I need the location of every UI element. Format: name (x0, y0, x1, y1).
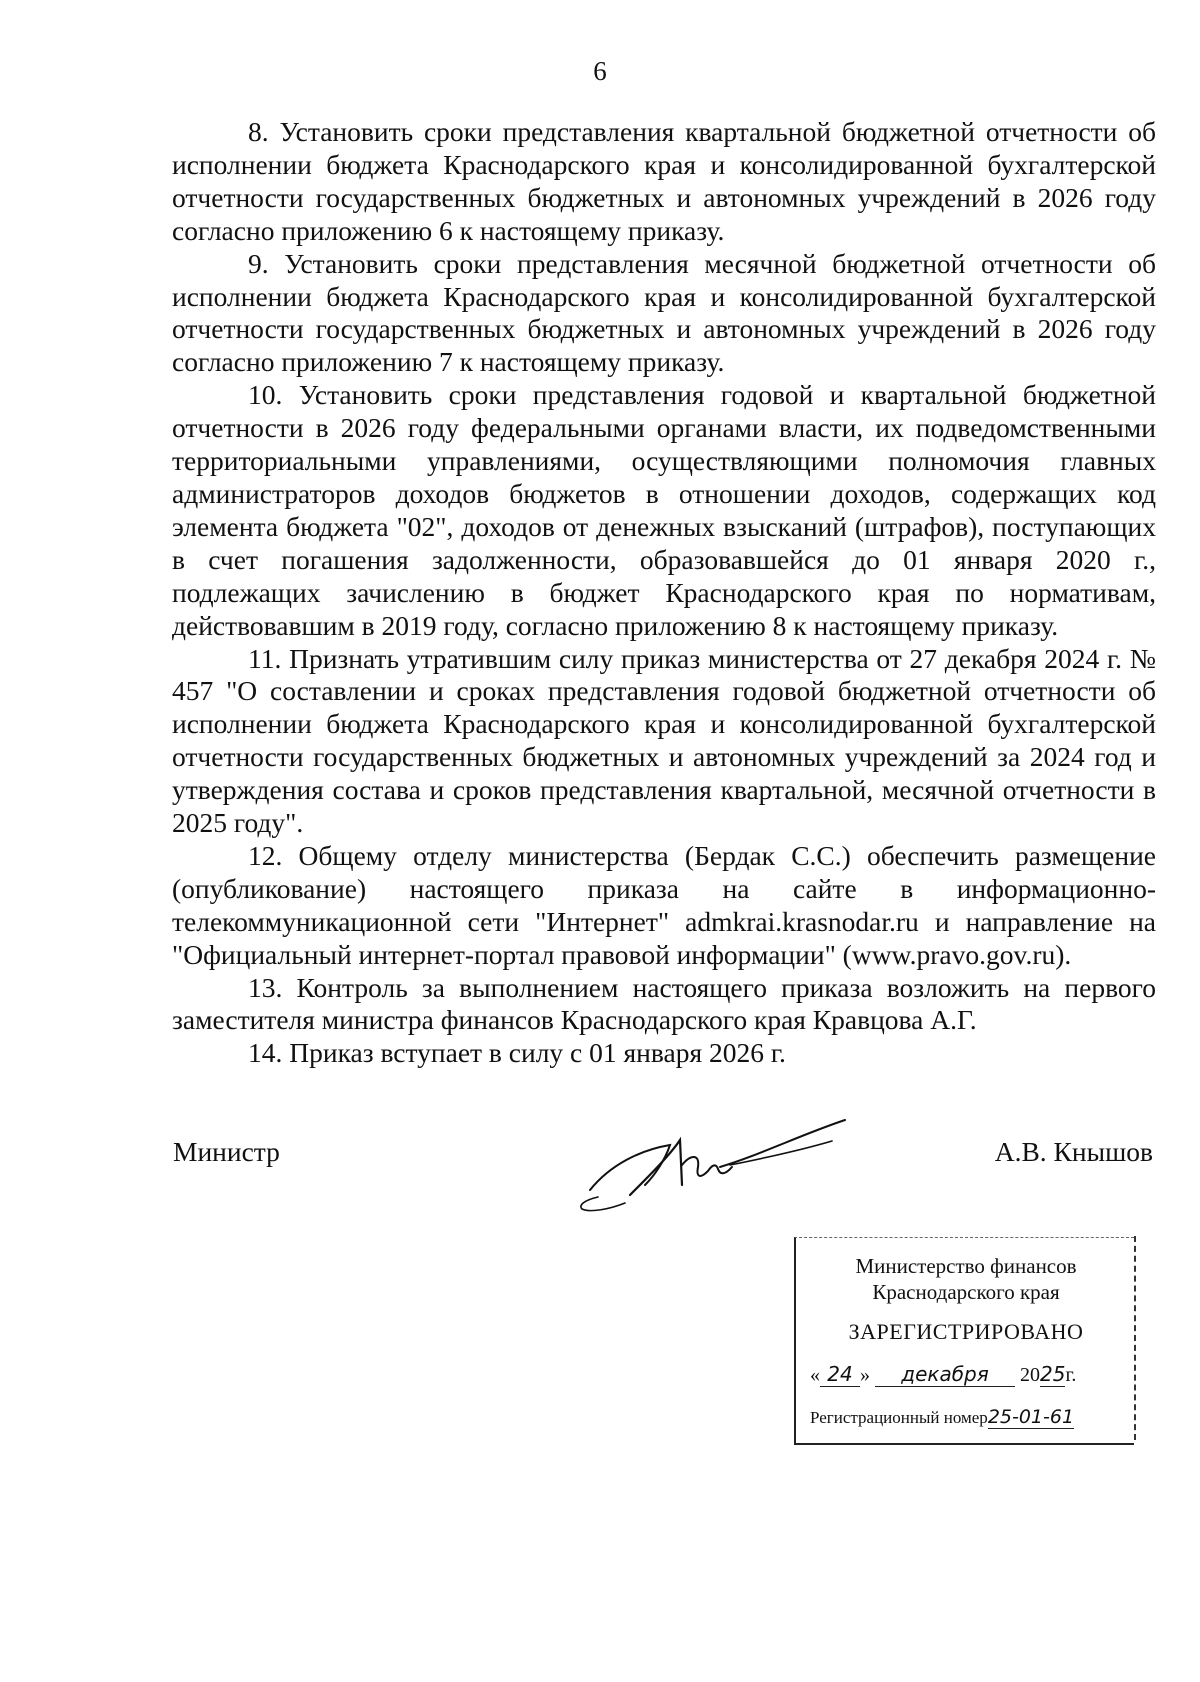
stamp-ministry-line: Министерство финансов (855, 1254, 1077, 1278)
stamp-date-year-unit: г. (1065, 1364, 1077, 1386)
stamp-date-open-quote: « (810, 1364, 820, 1386)
stamp-date-day: 24 (820, 1362, 860, 1387)
paragraph-10: 10. Установить сроки представления годовой и квартальной бюджетной отчетности в 2026 году федеральными органами власти, их подведомственными территориальными управлениями, осуществляющими полномочия главных администраторов доходов бюджетов в отношении доходов, содержащих код элемента бюджета "02", доходов от денежных взысканий (штрафов), поступающих в счет погашения задолженности, образовавшейся до 01 января 2020 г., подлежащих зачислению в бюджет Краснодарского края по нормативам, действовавшим в 2019 году, согласно приложению 8 к настоящему приказу. (172, 379, 1156, 641)
stamp-date-close-quote: » (860, 1364, 870, 1386)
paragraph-9: 9. Установить сроки представления месячной бюджетной отчетности об исполнении бюджета Краснодарского края и консолидированной бухгалтерской отчетности государственных бюджетных и автономных учреждений в 2026 году согласно приложению 7 к настоящему приказу. (172, 247, 1156, 378)
signatory-name: А.В. Кнышов (994, 1136, 1153, 1167)
registration-stamp (794, 1237, 1134, 1445)
paragraph-14: 14. Приказ вступает в силу с 01 января 2026 г. (248, 1037, 786, 1069)
paragraph-8: 8. Установить сроки представления квартальной бюджетной отчетности об исполнении бюджета Краснодарского края и консолидированной бухгалтерской отчетности государственных бюджетных и автономных учреждений в 2026 году согласно приложению 6 к настоящему приказу. (172, 116, 1156, 246)
page-number: 6 (593, 56, 607, 86)
stamp-date-month: декабря (875, 1362, 1015, 1387)
stamp-registration-number (810, 1406, 1136, 1428)
order-body (172, 116, 1156, 1070)
stamp-region-line: Краснодарского края (872, 1280, 1060, 1304)
stamp-reg-label: Регистрационный номер (810, 1408, 988, 1427)
stamp-date (810, 1362, 1130, 1387)
stamp-date-year-suffix: 25 (1040, 1362, 1066, 1386)
paragraph-13: 13. Контроль за выполнением настоящего приказа возложить на первого заместителя министра финансов Краснодарского края Кравцова А.Г. (172, 971, 1156, 1036)
signatory-title: Министр (173, 1136, 280, 1167)
paragraph-11: 11. Признать утратившим силу приказ министерства от 27 декабря 2024 г. № 457 "О составлении и сроках представления годовой бюджетной отчетности об исполнении бюджета Краснодарского края и консолидированной бухгалтерской отчетности государственных бюджетных и автономных учреждений за 2024 год и утверждения состава и сроков представления квартальной, месячной отчетности в 2025 году". (172, 642, 1156, 839)
stamp-reg-value: 25-01-61 (987, 1406, 1075, 1428)
paragraph-12: 12. Общему отделу министерства (Бердак С.С.) обеспечить размещение (опубликование) настоящего приказа на сайте в информационно-телекоммуникационной сети "Интернет" admkrai.krasnodar.ru и направление на "Официальный интернет-портал правовой информации" (www.pravo.gov.ru). (172, 839, 1156, 970)
stamp-status: ЗАРЕГИСТРИРОВАНО (848, 1319, 1084, 1344)
stamp-date-year-prefix: 20 (1020, 1364, 1040, 1386)
handwritten-signature (570, 1105, 870, 1215)
